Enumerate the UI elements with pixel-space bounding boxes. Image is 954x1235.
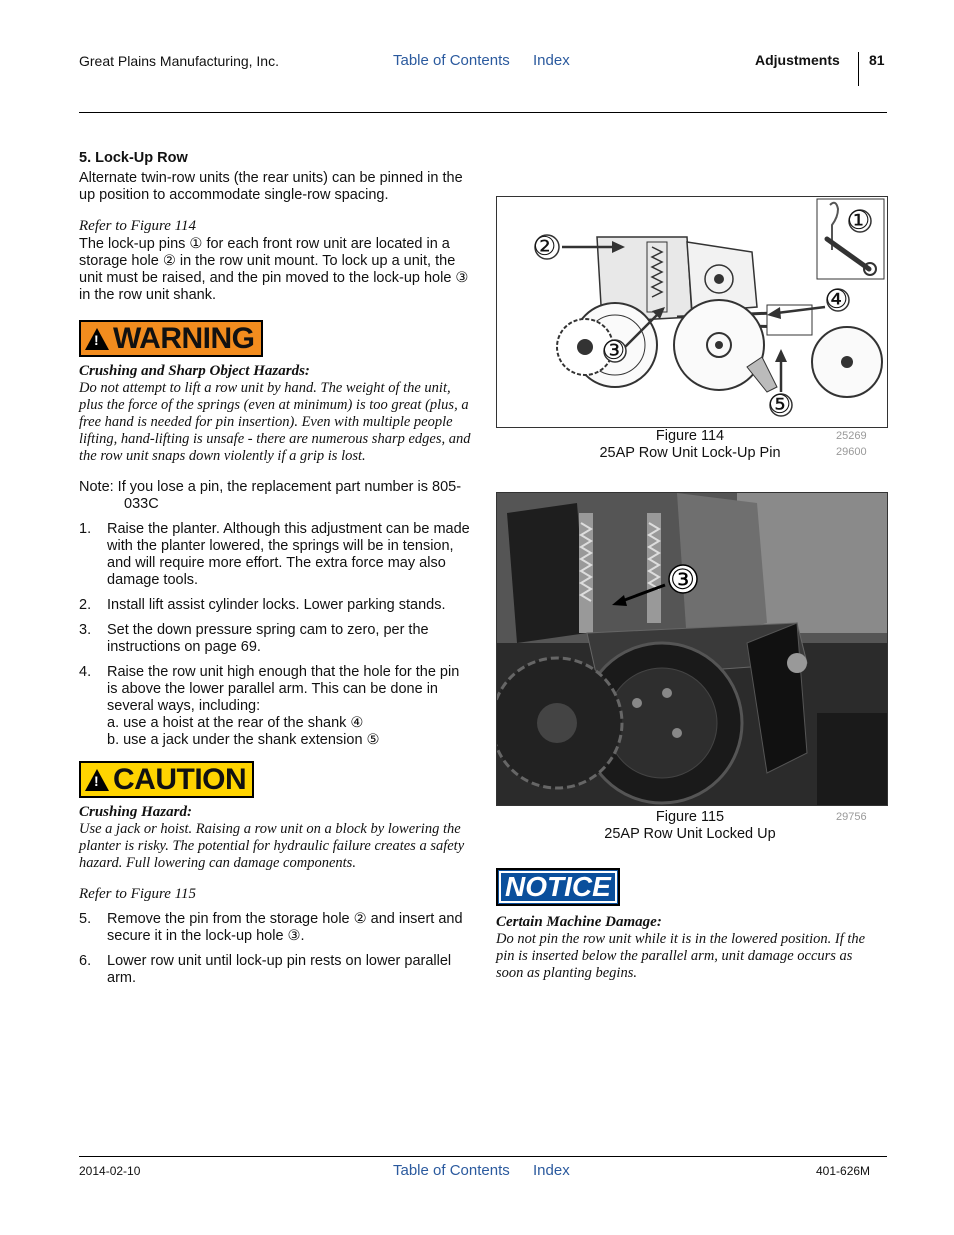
step-1	[79, 521, 471, 589]
step-number: 5.	[79, 911, 92, 927]
step-text: Lower row unit until lock-up pin rests on lower parallel arm.	[107, 953, 452, 986]
figure-114	[496, 196, 888, 428]
refer-figure-114: Refer to Figure 114	[79, 218, 197, 234]
footer-rule	[79, 1156, 887, 1157]
footer-doc-number: 401-626M	[816, 1164, 871, 1178]
warning-label	[79, 320, 263, 357]
step-6	[79, 953, 471, 987]
header-toc-link[interactable]: Table of Contents	[393, 52, 510, 69]
step-text: Raise the planter. Although this adjustment can be made with the planter lowered, the springs will be in tension, and will require more effort. The extra force may also damage tools.	[107, 521, 470, 588]
figure-114-id-1: 25269	[836, 430, 867, 442]
callout-2: ②	[533, 231, 557, 261]
figure-114-id	[836, 430, 867, 459]
figure-115	[496, 492, 888, 806]
warning-triangle-icon: !	[85, 328, 109, 350]
caution-label	[79, 761, 254, 798]
left-column	[79, 150, 471, 987]
figure-115-photo	[497, 493, 887, 805]
footer-date: 2014-02-10	[79, 1164, 141, 1178]
step-text: Remove the pin from the storage hole ② and insert and secure it in the lock-up hole ③.	[107, 911, 463, 944]
step-4	[79, 664, 471, 749]
callout-3: ③	[602, 335, 626, 365]
warning-body: Do not attempt to lift a row unit by hand. The weight of the unit, plus the force of the springs (even at minimum) is too great (plus, a free hand is needed for pin insertion). Even with multiple people lifting, hand-lifting is unsafe - there are numerous sharp edges, and the row unit snaps down violently if a grip is lost.	[79, 380, 471, 464]
notice-title: Certain Machine Damage:	[496, 914, 662, 930]
warning-title: Crushing and Sharp Object Hazards:	[79, 363, 310, 379]
figure-115-callout-3: ③	[670, 564, 696, 595]
step-text: Set the down pressure spring cam to zero, per the instructions on page 69.	[107, 622, 429, 655]
caution-body: Use a jack or hoist. Raising a row unit on a block by lowering the planter is risky. The potential for hydraulic failure creates a safety hazard. Full lowering can damage components.	[79, 821, 465, 871]
notice-body: Do not pin the row unit while it is in the lowered position. If the pin is inserted below the parallel arm, unit damage occurs as soon as planting begins.	[496, 931, 866, 981]
step-3	[79, 622, 471, 656]
refer-figure-115: Refer to Figure 115	[79, 886, 197, 902]
figure-115-id: 29756	[836, 811, 867, 823]
header-rule	[79, 112, 887, 113]
header-company: Great Plains Manufacturing, Inc.	[79, 53, 279, 69]
notice-label: NOTICE	[496, 868, 620, 906]
figure-115-title: 25AP Row Unit Locked Up	[604, 826, 776, 842]
caution-title: Crushing Hazard:	[79, 804, 192, 820]
step-number: 2.	[79, 597, 92, 613]
header-page-number: 81	[869, 52, 885, 68]
figure-114-title: 25AP Row Unit Lock-Up Pin	[599, 445, 781, 461]
callout-4: ④	[825, 284, 849, 314]
header-section: Adjustments	[755, 52, 840, 68]
figure-115-number: Figure 115	[655, 809, 725, 825]
figure-114-number: Figure 114	[655, 428, 725, 444]
footer-index-link[interactable]: Index	[533, 1162, 570, 1179]
note-paragraph: Note: If you lose a pin, the replacement part number is 805-033C	[79, 479, 462, 512]
caution-label-text: CAUTION	[113, 763, 247, 796]
figure-114-id-2: 29600	[836, 446, 867, 458]
figure-115-caption	[560, 809, 820, 843]
warning-label-text: WARNING	[113, 322, 255, 355]
intro-paragraph: Alternate twin-row units (the rear units) can be pinned in the up position to accommodate single-row spacing.	[79, 170, 463, 203]
lockup-paragraph: The lock-up pins ① for each front row unit are located in a storage hole ② in the row unit mount. To lock up a unit, the unit must be raised, and the pin moved to the lock-up hole ③ in the row unit shank.	[79, 236, 469, 303]
step-text: Raise the row unit high enough that the hole for the pin is above the lower parallel arm. This can be done in several ways, including:	[107, 664, 460, 714]
header-divider-vertical	[858, 52, 859, 86]
figure-114-caption	[560, 428, 820, 462]
step-number: 3.	[79, 622, 92, 638]
callout-5: ⑤	[768, 389, 792, 419]
step-4-sub-b: b. use a jack under the shank extension ⑤	[107, 732, 380, 748]
caution-triangle-icon: !	[85, 769, 109, 791]
step-number: 6.	[79, 953, 92, 969]
notice-text	[496, 908, 876, 982]
step-number: 1.	[79, 521, 92, 537]
step-text: Install lift assist cylinder locks. Lower parking stands.	[107, 597, 446, 613]
header-index-link[interactable]: Index	[533, 52, 570, 69]
step-number: 4.	[79, 664, 92, 680]
footer-toc-link[interactable]: Table of Contents	[393, 1162, 510, 1179]
step-5	[79, 911, 471, 945]
callout-1: ①	[847, 205, 871, 235]
section-title: 5. Lock-Up Row	[79, 150, 188, 166]
step-4-sub-a: a. use a hoist at the rear of the shank ④	[107, 715, 364, 731]
step-2	[79, 597, 471, 614]
